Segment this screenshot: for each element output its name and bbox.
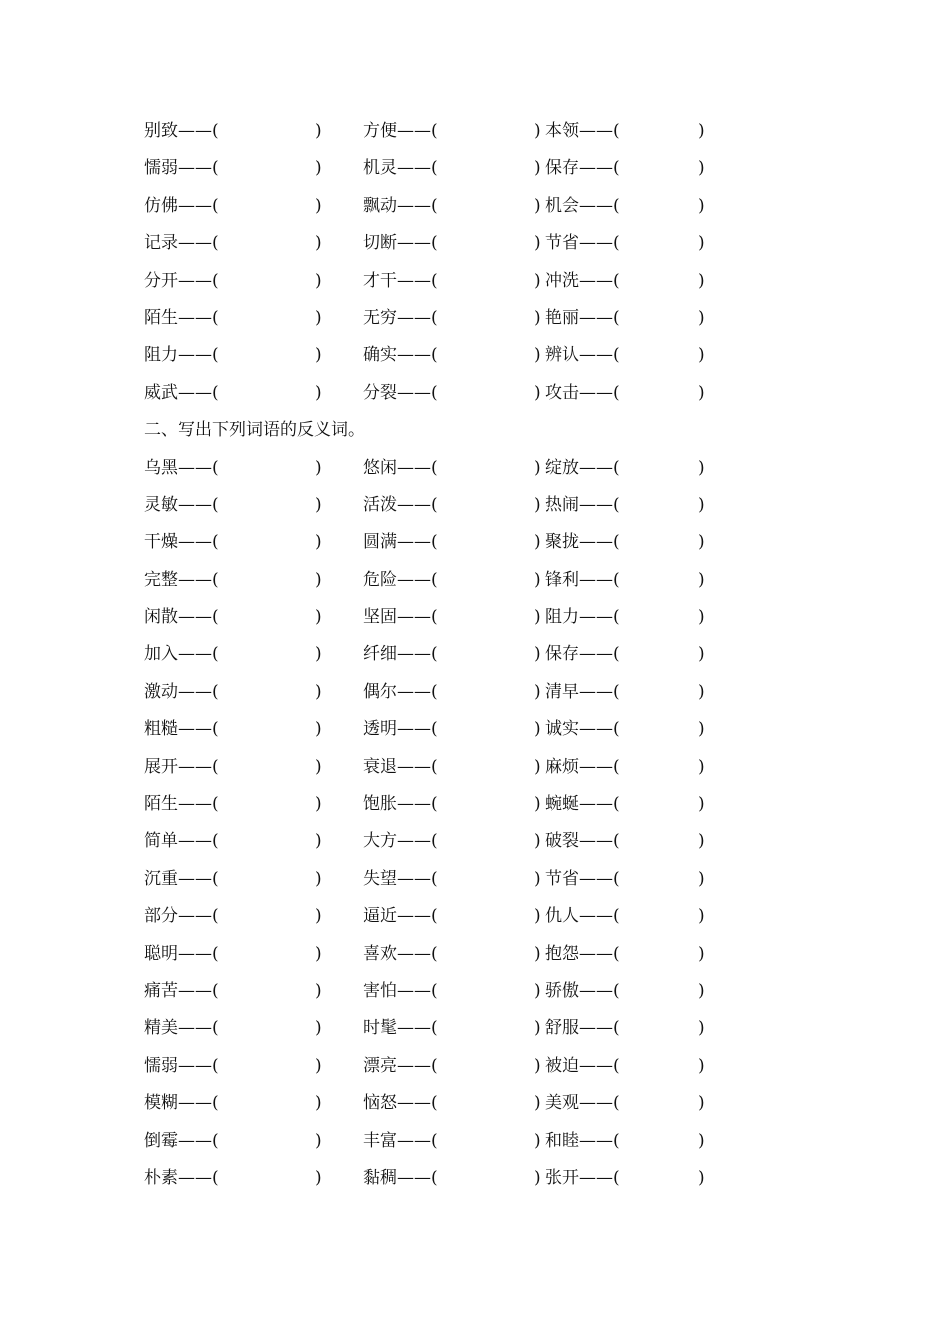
word-prompt: 锋利——( [545, 569, 620, 590]
word-prompt: 倒霉——( [144, 1130, 219, 1151]
answer-blank-close[interactable]: ) [315, 382, 322, 403]
word-prompt: 部分——( [144, 906, 219, 927]
answer-blank-close[interactable]: ) [534, 494, 541, 515]
word-prompt: 麻烦——( [545, 756, 620, 777]
word-prompt: 仇人——( [545, 906, 620, 927]
word-row [0, 786, 950, 823]
word-prompt: 坚固——( [363, 607, 438, 628]
answer-blank-close[interactable]: ) [698, 868, 705, 889]
answer-blank-close[interactable]: ) [534, 831, 541, 852]
word-prompt: 绽放——( [545, 457, 620, 478]
answer-blank-close[interactable]: ) [698, 906, 705, 927]
answer-blank-close[interactable]: ) [534, 980, 541, 1001]
word-prompt: 痛苦——( [144, 980, 219, 1001]
answer-blank-close[interactable]: ) [698, 233, 705, 254]
answer-blank-close[interactable]: ) [315, 756, 322, 777]
answer-blank-close[interactable]: ) [698, 382, 705, 403]
word-prompt: 喜欢——( [363, 943, 438, 964]
word-prompt: 沉重——( [144, 868, 219, 889]
answer-blank-close[interactable]: ) [534, 233, 541, 254]
answer-blank-close[interactable]: ) [315, 719, 322, 740]
word-prompt: 简单——( [144, 831, 219, 852]
word-prompt: 朴素——( [144, 1167, 219, 1188]
answer-blank-close[interactable]: ) [315, 457, 322, 478]
answer-blank-close[interactable]: ) [315, 831, 322, 852]
answer-blank-close[interactable]: ) [698, 457, 705, 478]
word-row [0, 263, 950, 300]
word-row [0, 1048, 950, 1085]
word-prompt: 漂亮——( [363, 1055, 438, 1076]
word-row [0, 337, 950, 374]
word-prompt: 威武——( [144, 382, 219, 403]
answer-blank-close[interactable]: ) [534, 607, 541, 628]
word-row [0, 711, 950, 748]
answer-blank-close[interactable]: ) [315, 607, 322, 628]
word-row [0, 487, 950, 524]
answer-blank-close[interactable]: ) [534, 719, 541, 740]
word-prompt: 圆满——( [363, 532, 438, 553]
word-prompt: 才干——( [363, 270, 438, 291]
word-prompt: 激动——( [144, 681, 219, 702]
answer-blank-close[interactable]: ) [698, 307, 705, 328]
answer-blank-close[interactable]: ) [698, 532, 705, 553]
answer-blank-close[interactable]: ) [698, 494, 705, 515]
answer-blank-close[interactable]: ) [698, 158, 705, 179]
word-prompt: 抱怨——( [545, 943, 620, 964]
answer-blank-close[interactable]: ) [315, 1130, 322, 1151]
answer-blank-close[interactable]: ) [698, 719, 705, 740]
answer-blank-close[interactable]: ) [315, 794, 322, 815]
word-row [0, 936, 950, 973]
word-prompt: 仿佛——( [144, 195, 219, 216]
answer-blank-close[interactable]: ) [534, 943, 541, 964]
answer-blank-close[interactable]: ) [534, 868, 541, 889]
answer-blank-close[interactable]: ) [315, 1167, 322, 1188]
word-row [0, 823, 950, 860]
answer-blank-close[interactable]: ) [698, 1130, 705, 1151]
answer-blank-close[interactable]: ) [534, 345, 541, 366]
word-prompt: 阻力——( [144, 345, 219, 366]
word-prompt: 害怕——( [363, 980, 438, 1001]
word-row [0, 1085, 950, 1122]
answer-blank-close[interactable]: ) [698, 831, 705, 852]
answer-blank-close[interactable]: ) [315, 906, 322, 927]
answer-blank-close[interactable]: ) [698, 1093, 705, 1114]
word-prompt: 加入——( [144, 644, 219, 665]
word-prompt: 完整——( [144, 569, 219, 590]
word-prompt: 逼近——( [363, 906, 438, 927]
word-prompt: 切断——( [363, 233, 438, 254]
word-prompt: 艳丽——( [545, 307, 620, 328]
word-prompt: 张开——( [545, 1167, 620, 1188]
word-row [0, 375, 950, 412]
word-row [0, 524, 950, 561]
word-prompt: 机会——( [545, 195, 620, 216]
word-row [0, 1160, 950, 1197]
word-prompt: 干燥——( [144, 532, 219, 553]
answer-blank-close[interactable]: ) [698, 270, 705, 291]
word-prompt: 悠闲——( [363, 457, 438, 478]
word-prompt: 活泼——( [363, 494, 438, 515]
answer-blank-close[interactable]: ) [315, 868, 322, 889]
answer-blank-close[interactable]: ) [534, 121, 541, 141]
answer-blank-close[interactable]: ) [698, 345, 705, 366]
word-row [0, 562, 950, 599]
word-prompt: 本领——( [545, 121, 620, 141]
answer-blank-close[interactable]: ) [698, 121, 705, 141]
word-prompt: 分开——( [144, 270, 219, 291]
word-prompt: 美观——( [545, 1093, 620, 1114]
answer-blank-close[interactable]: ) [315, 345, 322, 366]
answer-blank-close[interactable]: ) [698, 195, 705, 216]
word-row [0, 636, 950, 673]
word-prompt: 节省——( [545, 233, 620, 254]
word-prompt: 飘动——( [363, 195, 438, 216]
answer-blank-close[interactable]: ) [315, 121, 322, 141]
word-row [0, 150, 950, 187]
word-prompt: 别致——( [144, 121, 219, 141]
section-heading: 二、写出下列词语的反义词。 [144, 420, 365, 441]
word-prompt: 确实——( [363, 345, 438, 366]
word-prompt: 热闹——( [545, 494, 620, 515]
word-row [0, 450, 950, 487]
word-prompt: 骄傲——( [545, 980, 620, 1001]
word-prompt: 衰退——( [363, 756, 438, 777]
word-prompt: 陌生——( [144, 794, 219, 815]
answer-blank-close[interactable]: ) [534, 906, 541, 927]
worksheet-page [0, 113, 950, 1197]
answer-blank-close[interactable]: ) [315, 1093, 322, 1114]
answer-blank-close[interactable]: ) [315, 644, 322, 665]
word-prompt: 舒服——( [545, 1018, 620, 1039]
answer-blank-close[interactable]: ) [315, 1055, 322, 1076]
word-prompt: 失望——( [363, 868, 438, 889]
word-prompt: 恼怒——( [363, 1093, 438, 1114]
word-prompt: 大方——( [363, 831, 438, 852]
answer-blank-close[interactable]: ) [315, 1018, 322, 1039]
answer-blank-close[interactable]: ) [534, 382, 541, 403]
answer-blank-close[interactable]: ) [534, 307, 541, 328]
answer-blank-close[interactable]: ) [698, 980, 705, 1001]
answer-blank-close[interactable]: ) [698, 1018, 705, 1039]
word-prompt: 时髦——( [363, 1018, 438, 1039]
answer-blank-close[interactable]: ) [534, 1093, 541, 1114]
word-prompt: 被迫——( [545, 1055, 620, 1076]
answer-blank-close[interactable]: ) [698, 756, 705, 777]
word-prompt: 展开——( [144, 756, 219, 777]
word-prompt: 记录——( [144, 233, 219, 254]
word-prompt: 方便——( [363, 121, 438, 141]
answer-blank-close[interactable]: ) [315, 307, 322, 328]
answer-blank-close[interactable]: ) [315, 532, 322, 553]
word-row [0, 1123, 950, 1160]
word-prompt: 模糊——( [144, 1093, 219, 1114]
word-prompt: 和睦——( [545, 1130, 620, 1151]
answer-blank-close[interactable]: ) [315, 158, 322, 179]
word-prompt: 灵敏——( [144, 494, 219, 515]
answer-blank-close[interactable]: ) [698, 1055, 705, 1076]
answer-blank-close[interactable]: ) [698, 681, 705, 702]
answer-blank-close[interactable]: ) [698, 569, 705, 590]
word-prompt: 冲洗——( [545, 270, 620, 291]
synonym-section [0, 113, 950, 412]
word-prompt: 饱胀——( [363, 794, 438, 815]
answer-blank-close[interactable]: ) [315, 681, 322, 702]
answer-blank-close[interactable]: ) [315, 494, 322, 515]
answer-blank-close[interactable]: ) [534, 1018, 541, 1039]
word-row [0, 225, 950, 262]
word-row [0, 599, 950, 636]
word-prompt: 阻力——( [545, 607, 620, 628]
word-row [0, 973, 950, 1010]
word-prompt: 懦弱——( [144, 1055, 219, 1076]
answer-blank-close[interactable]: ) [698, 644, 705, 665]
word-prompt: 纤细——( [363, 644, 438, 665]
word-prompt: 懦弱——( [144, 158, 219, 179]
answer-blank-close[interactable]: ) [315, 195, 322, 216]
answer-blank-close[interactable]: ) [698, 607, 705, 628]
word-prompt: 偶尔——( [363, 681, 438, 702]
word-prompt: 陌生——( [144, 307, 219, 328]
answer-blank-close[interactable]: ) [534, 158, 541, 179]
word-prompt: 黏稠——( [363, 1167, 438, 1188]
word-row [0, 749, 950, 786]
answer-blank-close[interactable]: ) [698, 943, 705, 964]
answer-blank-close[interactable]: ) [315, 233, 322, 254]
answer-blank-close[interactable]: ) [534, 794, 541, 815]
word-prompt: 危险——( [363, 569, 438, 590]
word-prompt: 分裂——( [363, 382, 438, 403]
word-prompt: 聚拢——( [545, 532, 620, 553]
word-prompt: 丰富——( [363, 1130, 438, 1151]
answer-blank-close[interactable]: ) [534, 195, 541, 216]
answer-blank-close[interactable]: ) [534, 270, 541, 291]
answer-blank-close[interactable]: ) [534, 681, 541, 702]
answer-blank-close[interactable]: ) [534, 644, 541, 665]
answer-blank-close[interactable]: ) [534, 569, 541, 590]
word-prompt: 清早——( [545, 681, 620, 702]
word-prompt: 机灵——( [363, 158, 438, 179]
word-row [0, 300, 950, 337]
answer-blank-close[interactable]: ) [315, 569, 322, 590]
antonym-section [0, 450, 950, 1198]
answer-blank-close[interactable]: ) [534, 1055, 541, 1076]
word-prompt: 精美——( [144, 1018, 219, 1039]
word-prompt: 蜿蜒——( [545, 794, 620, 815]
word-row [0, 898, 950, 935]
answer-blank-close[interactable]: ) [534, 457, 541, 478]
word-row [0, 1010, 950, 1047]
answer-blank-close[interactable]: ) [315, 943, 322, 964]
word-row [0, 861, 950, 898]
answer-blank-close[interactable]: ) [534, 532, 541, 553]
word-prompt: 乌黑——( [144, 457, 219, 478]
word-prompt: 透明——( [363, 719, 438, 740]
answer-blank-close[interactable]: ) [534, 1167, 541, 1188]
word-prompt: 闲散——( [144, 607, 219, 628]
word-prompt: 保存——( [545, 644, 620, 665]
word-prompt: 破裂——( [545, 831, 620, 852]
answer-blank-close[interactable]: ) [534, 756, 541, 777]
word-prompt: 诚实——( [545, 719, 620, 740]
word-prompt: 粗糙——( [144, 719, 219, 740]
answer-blank-close[interactable]: ) [315, 980, 322, 1001]
word-prompt: 聪明——( [144, 943, 219, 964]
word-prompt: 节省——( [545, 868, 620, 889]
answer-blank-close[interactable]: ) [698, 794, 705, 815]
word-row [0, 188, 950, 225]
word-prompt: 攻击——( [545, 382, 620, 403]
word-prompt: 无穷——( [363, 307, 438, 328]
answer-blank-close[interactable]: ) [315, 270, 322, 291]
word-prompt: 辨认——( [545, 345, 620, 366]
word-row [0, 113, 950, 150]
answer-blank-close[interactable]: ) [534, 1130, 541, 1151]
word-prompt: 保存——( [545, 158, 620, 179]
word-row [0, 674, 950, 711]
answer-blank-close[interactable]: ) [698, 1167, 705, 1188]
